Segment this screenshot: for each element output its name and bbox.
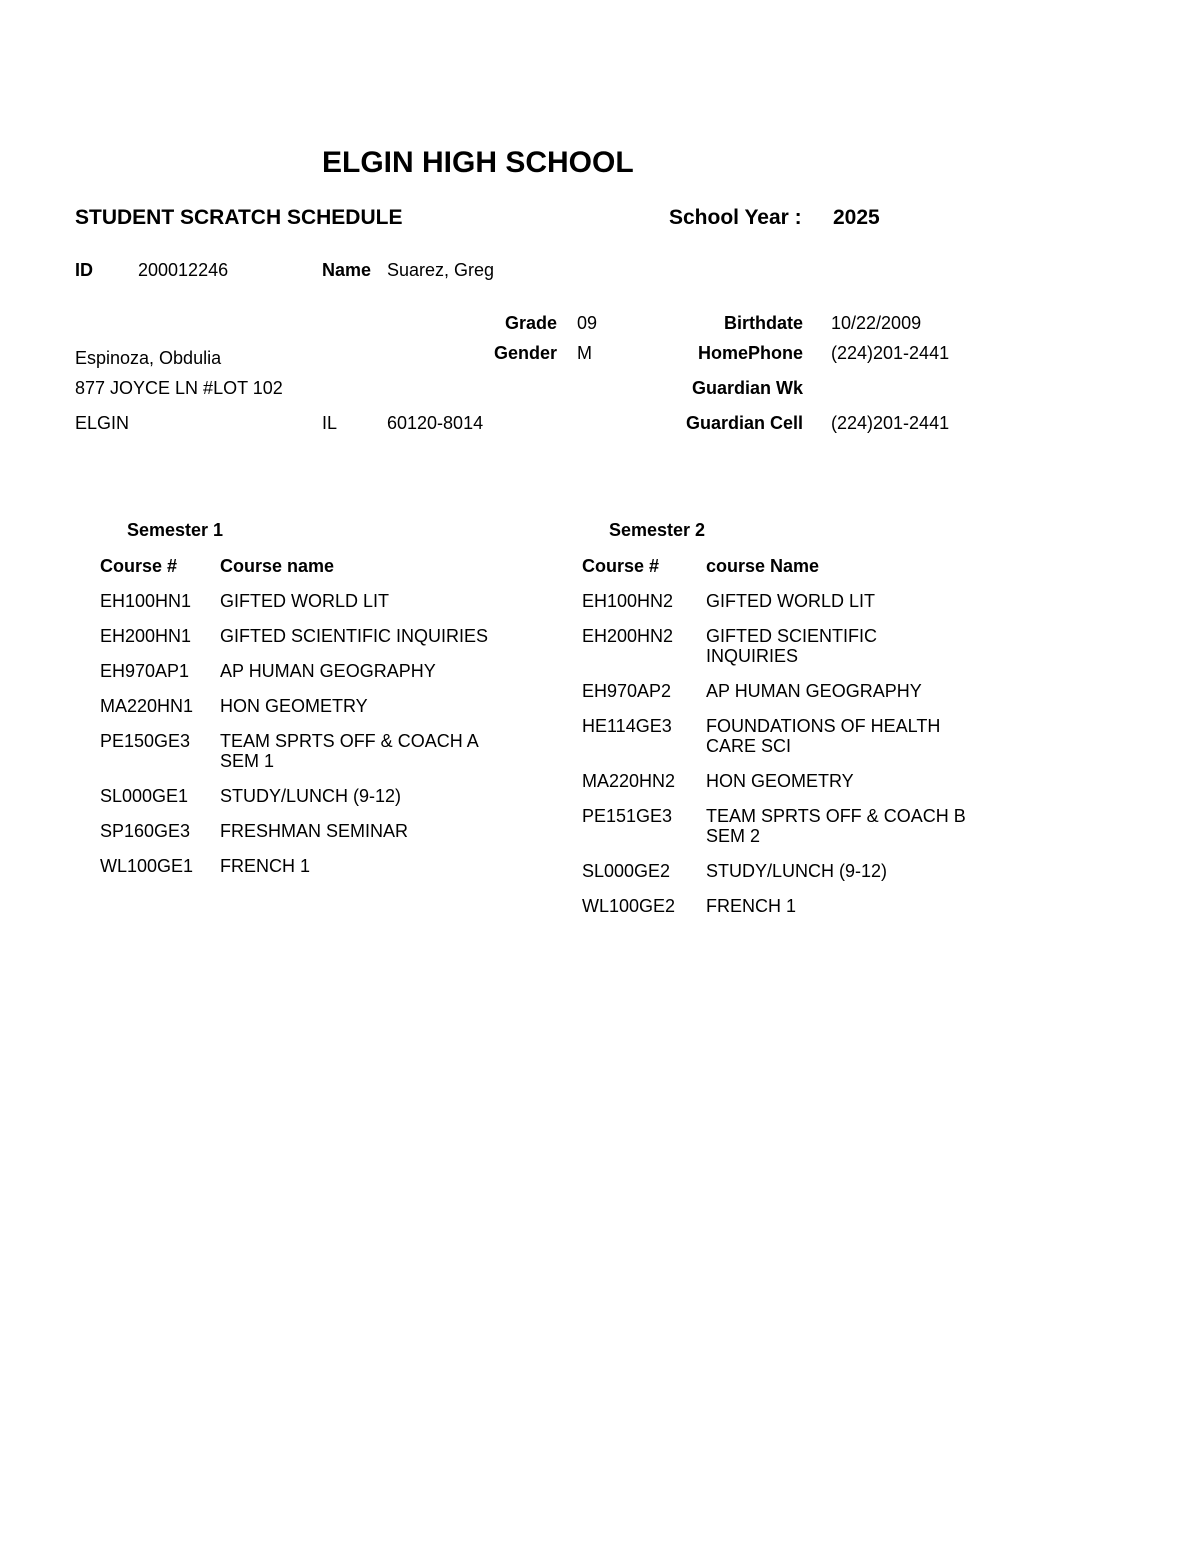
course-name: TEAM SPRTS OFF & COACH A SEM 1 bbox=[220, 731, 478, 771]
course-name: STUDY/LUNCH (9-12) bbox=[220, 786, 402, 806]
course-code: PE150GE3 bbox=[100, 731, 191, 751]
course-name: FRENCH 1 bbox=[220, 856, 311, 876]
course-row bbox=[100, 661, 560, 681]
school-year-label: School Year : bbox=[669, 206, 802, 229]
address-state: IL bbox=[322, 413, 338, 433]
course-code: WL100GE2 bbox=[582, 896, 676, 916]
semester-2-course-number-header: Course # bbox=[582, 556, 660, 576]
id-label: ID bbox=[75, 260, 93, 280]
school-name: ELGIN HIGH SCHOOL bbox=[322, 146, 634, 179]
course-code: SL000GE1 bbox=[100, 786, 189, 806]
course-row bbox=[582, 626, 1012, 666]
course-name: STUDY/LUNCH (9-12) bbox=[706, 861, 888, 881]
semester-2-course-list bbox=[582, 591, 1012, 931]
course-row bbox=[582, 681, 1012, 701]
address-zip: 60120-8014 bbox=[387, 413, 484, 433]
course-name: GIFTED SCIENTIFIC INQUIRIES bbox=[706, 626, 877, 666]
gender-label: Gender bbox=[493, 343, 557, 363]
grade-value: 09 bbox=[577, 313, 598, 333]
course-row bbox=[582, 716, 1012, 756]
school-year-value: 2025 bbox=[833, 206, 880, 229]
course-code: EH200HN1 bbox=[100, 626, 192, 646]
course-row bbox=[100, 821, 560, 841]
course-name: AP HUMAN GEOGRAPHY bbox=[706, 681, 922, 701]
course-row bbox=[582, 591, 1012, 611]
semester-1-course-name-header: Course name bbox=[220, 556, 335, 576]
course-name: FRESHMAN SEMINAR bbox=[220, 821, 409, 841]
course-code: EH100HN2 bbox=[582, 591, 674, 611]
course-row bbox=[100, 591, 560, 611]
course-name: TEAM SPRTS OFF & COACH B SEM 2 bbox=[706, 806, 966, 846]
homephone-value: (224)201-2441 bbox=[831, 343, 950, 363]
course-code: EH970AP2 bbox=[582, 681, 672, 701]
student-name: Suarez, Greg bbox=[387, 260, 495, 280]
birthdate-label: Birthdate bbox=[723, 313, 803, 333]
course-row bbox=[100, 696, 560, 716]
semester-1-course-list bbox=[100, 591, 560, 891]
course-row bbox=[582, 896, 1012, 916]
course-row bbox=[100, 731, 560, 771]
course-name: AP HUMAN GEOGRAPHY bbox=[220, 661, 436, 681]
name-label: Name bbox=[322, 260, 372, 280]
semester-2-course-name-header: course Name bbox=[706, 556, 820, 576]
course-code: SP160GE3 bbox=[100, 821, 191, 841]
course-name: HON GEOMETRY bbox=[220, 696, 368, 716]
birthdate-value: 10/22/2009 bbox=[831, 313, 922, 333]
semester-2-title: Semester 2 bbox=[609, 520, 706, 540]
course-name: GIFTED SCIENTIFIC INQUIRIES bbox=[220, 626, 489, 646]
course-name: HON GEOMETRY bbox=[706, 771, 854, 791]
course-row bbox=[582, 806, 1012, 846]
course-name: GIFTED WORLD LIT bbox=[220, 591, 390, 611]
course-code: HE114GE3 bbox=[582, 716, 672, 736]
course-name: GIFTED WORLD LIT bbox=[706, 591, 876, 611]
course-name: FOUNDATIONS OF HEALTH CARE SCI bbox=[706, 716, 941, 756]
course-row bbox=[100, 626, 560, 646]
semester-1-title: Semester 1 bbox=[127, 520, 224, 540]
semester-1-course-number-header: Course # bbox=[100, 556, 178, 576]
guardian-cell-value: (224)201-2441 bbox=[831, 413, 950, 433]
address-city: ELGIN bbox=[75, 413, 130, 433]
course-row bbox=[100, 856, 560, 876]
course-code: WL100GE1 bbox=[100, 856, 194, 876]
course-code: SL000GE2 bbox=[582, 861, 671, 881]
course-code: EH200HN2 bbox=[582, 626, 674, 646]
course-code: MA220HN1 bbox=[100, 696, 194, 716]
gender-value: M bbox=[577, 343, 592, 363]
document-title: STUDENT SCRATCH SCHEDULE bbox=[75, 206, 403, 229]
homephone-label: HomePhone bbox=[697, 343, 803, 363]
student-id: 200012246 bbox=[138, 260, 229, 280]
course-code: EH970AP1 bbox=[100, 661, 190, 681]
grade-label: Grade bbox=[504, 313, 557, 333]
address-street: 877 JOYCE LN #LOT 102 bbox=[75, 378, 283, 398]
guardian-name: Espinoza, Obdulia bbox=[75, 348, 222, 368]
course-row bbox=[582, 861, 1012, 881]
guardian-cell-label: Guardian Cell bbox=[685, 413, 803, 433]
course-code: PE151GE3 bbox=[582, 806, 673, 826]
guardian-wk-label: Guardian Wk bbox=[691, 378, 803, 398]
course-name: FRENCH 1 bbox=[706, 896, 797, 916]
course-code: EH100HN1 bbox=[100, 591, 192, 611]
course-row bbox=[582, 771, 1012, 791]
course-row bbox=[100, 786, 560, 806]
course-code: MA220HN2 bbox=[582, 771, 676, 791]
